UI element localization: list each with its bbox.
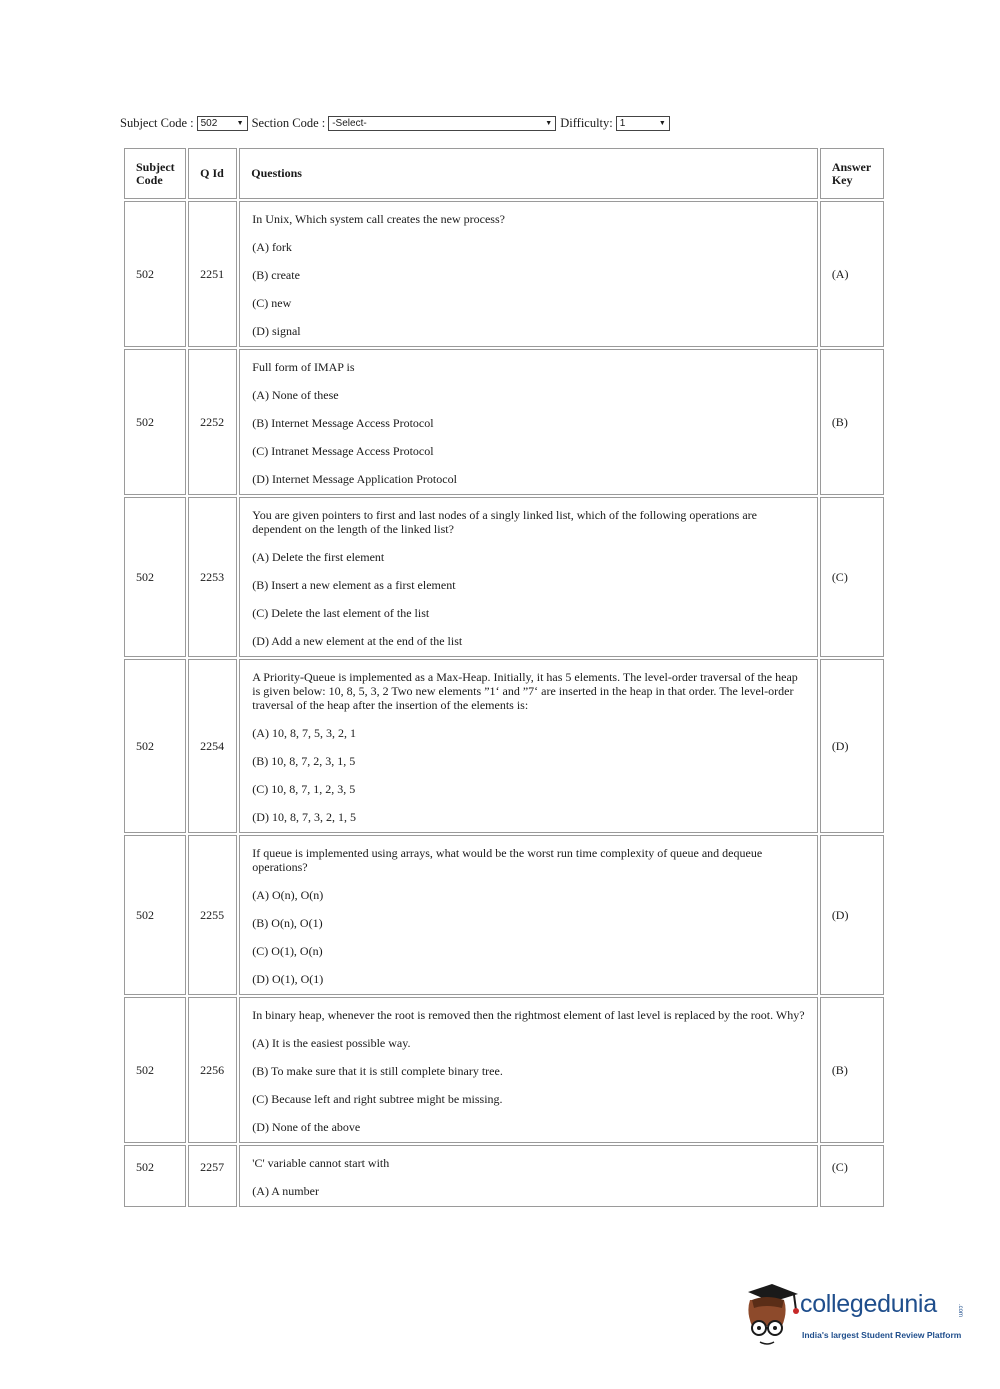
header-subject-code: Subject Code: [124, 148, 186, 199]
subject-code-label: Subject Code :: [120, 116, 194, 130]
table-row: [124, 1145, 884, 1207]
subject-code-cell: 502: [124, 497, 186, 657]
qid-cell: 2255: [188, 835, 237, 995]
question-option: (B) create: [252, 268, 300, 282]
question-table: [122, 146, 886, 1209]
question-text: If queue is implemented using arrays, what would be the worst run time complexity of queue and dequeue operations?: [252, 846, 763, 874]
logo-tagline: India's largest Student Review Platform: [802, 1330, 962, 1340]
answer-key-cell: (C): [820, 1145, 884, 1207]
chevron-down-icon: ▼: [236, 120, 244, 127]
question-option: (D) None of the above: [252, 1120, 361, 1134]
question-option: (D) 10, 8, 7, 3, 2, 1, 5: [252, 810, 356, 824]
answer-key-cell: (C): [820, 497, 884, 657]
question-option: (C) 10, 8, 7, 1, 2, 3, 5: [252, 782, 356, 796]
question-text: You are given pointers to first and last nodes of a singly linked list, which of the following operations are dependent on the length of the linked list?: [252, 508, 757, 536]
chevron-down-icon: ▼: [545, 120, 553, 127]
subject-code-cell: 502: [124, 659, 186, 833]
table-row: [124, 349, 884, 495]
question-cell: [239, 1145, 818, 1207]
subject-code-cell: 502: [124, 1145, 186, 1207]
logo-domain-suffix: .com: [957, 1304, 963, 1318]
answer-key-cell: (D): [820, 659, 884, 833]
qid-cell: 2254: [188, 659, 237, 833]
header-qid: Q Id: [188, 148, 237, 199]
question-text: In Unix, Which system call creates the new process?: [252, 212, 505, 226]
question-option: (A) A number: [252, 1184, 319, 1198]
question-option: (A) fork: [252, 240, 292, 254]
question-option: (A) None of these: [252, 388, 339, 402]
table-header-row: [124, 148, 884, 199]
question-option: (D) Add a new element at the end of the list: [252, 634, 463, 648]
answer-key-cell: (B): [820, 997, 884, 1143]
answer-key-cell: (D): [820, 835, 884, 995]
question-cell: [239, 497, 818, 657]
question-option: (D) signal: [252, 324, 301, 338]
question-option: (B) 10, 8, 7, 2, 3, 1, 5: [252, 754, 356, 768]
header-answer-key: Answer Key: [820, 148, 884, 199]
question-option: (C) Intranet Message Access Protocol: [252, 444, 434, 458]
difficulty-value: 1: [619, 118, 626, 129]
qid-cell: 2257: [188, 1145, 237, 1207]
qid-cell: 2256: [188, 997, 237, 1143]
question-text: A Priority-Queue is implemented as a Max-Heap. Initially, it has 5 elements. The level-order traversal of the heap is given below: 10, 8, 5, 3, 2 Two new elements ”1‘ and ”7‘ are inserted in the heap in that order. The level-order traversal of the heap after the insertion of the elements is:: [252, 670, 798, 712]
filter-bar: [120, 116, 674, 131]
question-cell: [239, 997, 818, 1143]
subject-code-select[interactable]: [197, 116, 248, 131]
subject-code-cell: 502: [124, 201, 186, 347]
section-code-label: Section Code :: [251, 116, 326, 130]
question-option: (A) Delete the first element: [252, 550, 385, 564]
question-cell: [239, 659, 818, 833]
difficulty-select[interactable]: [616, 116, 670, 131]
section-code-select[interactable]: [328, 116, 556, 131]
question-option: (A) O(n), O(n): [252, 888, 324, 902]
question-cell: [239, 835, 818, 995]
subject-code-value: 502: [200, 118, 218, 129]
question-option: (B) Internet Message Access Protocol: [252, 416, 434, 430]
question-option: (C) Delete the last element of the list: [252, 606, 430, 620]
subject-code-cell: 502: [124, 349, 186, 495]
table-body: [124, 201, 884, 1207]
question-table-container: [122, 146, 886, 1242]
table-row: [124, 659, 884, 833]
question-option: (C) Because left and right subtree might be missing.: [252, 1092, 503, 1106]
answer-key-cell: (A): [820, 201, 884, 347]
question-option: (A) It is the easiest possible way.: [252, 1036, 411, 1050]
answer-key-cell: (B): [820, 349, 884, 495]
collegedunia-logo: [742, 1282, 972, 1352]
question-text: Full form of IMAP is: [252, 360, 355, 374]
section-code-value: -Select-: [332, 118, 367, 129]
qid-cell: 2253: [188, 497, 237, 657]
question-option: (A) 10, 8, 7, 5, 3, 2, 1: [252, 726, 356, 740]
header-questions: Questions: [239, 148, 818, 199]
question-option: (C) O(1), O(n): [252, 944, 323, 958]
table-row: [124, 497, 884, 657]
question-cell: [239, 349, 818, 495]
question-option: (D) O(1), O(1): [252, 972, 324, 986]
question-option: (C) new: [252, 296, 292, 310]
table-row: [124, 201, 884, 347]
chevron-down-icon: ▼: [658, 120, 666, 127]
logo-brand-text: collegedunia: [800, 1290, 937, 1318]
subject-code-cell: 502: [124, 997, 186, 1143]
question-cell: [239, 201, 818, 347]
qid-cell: 2251: [188, 201, 237, 347]
question-option: (B) Insert a new element as a first element: [252, 578, 456, 592]
table-row: [124, 997, 884, 1143]
subject-code-cell: 502: [124, 835, 186, 995]
qid-cell: 2252: [188, 349, 237, 495]
question-text: 'C' variable cannot start with: [252, 1156, 390, 1170]
graduate-mascot-icon: [742, 1282, 802, 1352]
question-option: (D) Internet Message Application Protocol: [252, 472, 457, 486]
question-text: In binary heap, whenever the root is removed then the rightmost element of last level is replaced by the root. Why?: [252, 1008, 805, 1022]
question-option: (B) O(n), O(1): [252, 916, 323, 930]
table-row: [124, 835, 884, 995]
difficulty-label: Difficulty:: [560, 116, 613, 130]
question-option: (B) To make sure that it is still complete binary tree.: [252, 1064, 503, 1078]
